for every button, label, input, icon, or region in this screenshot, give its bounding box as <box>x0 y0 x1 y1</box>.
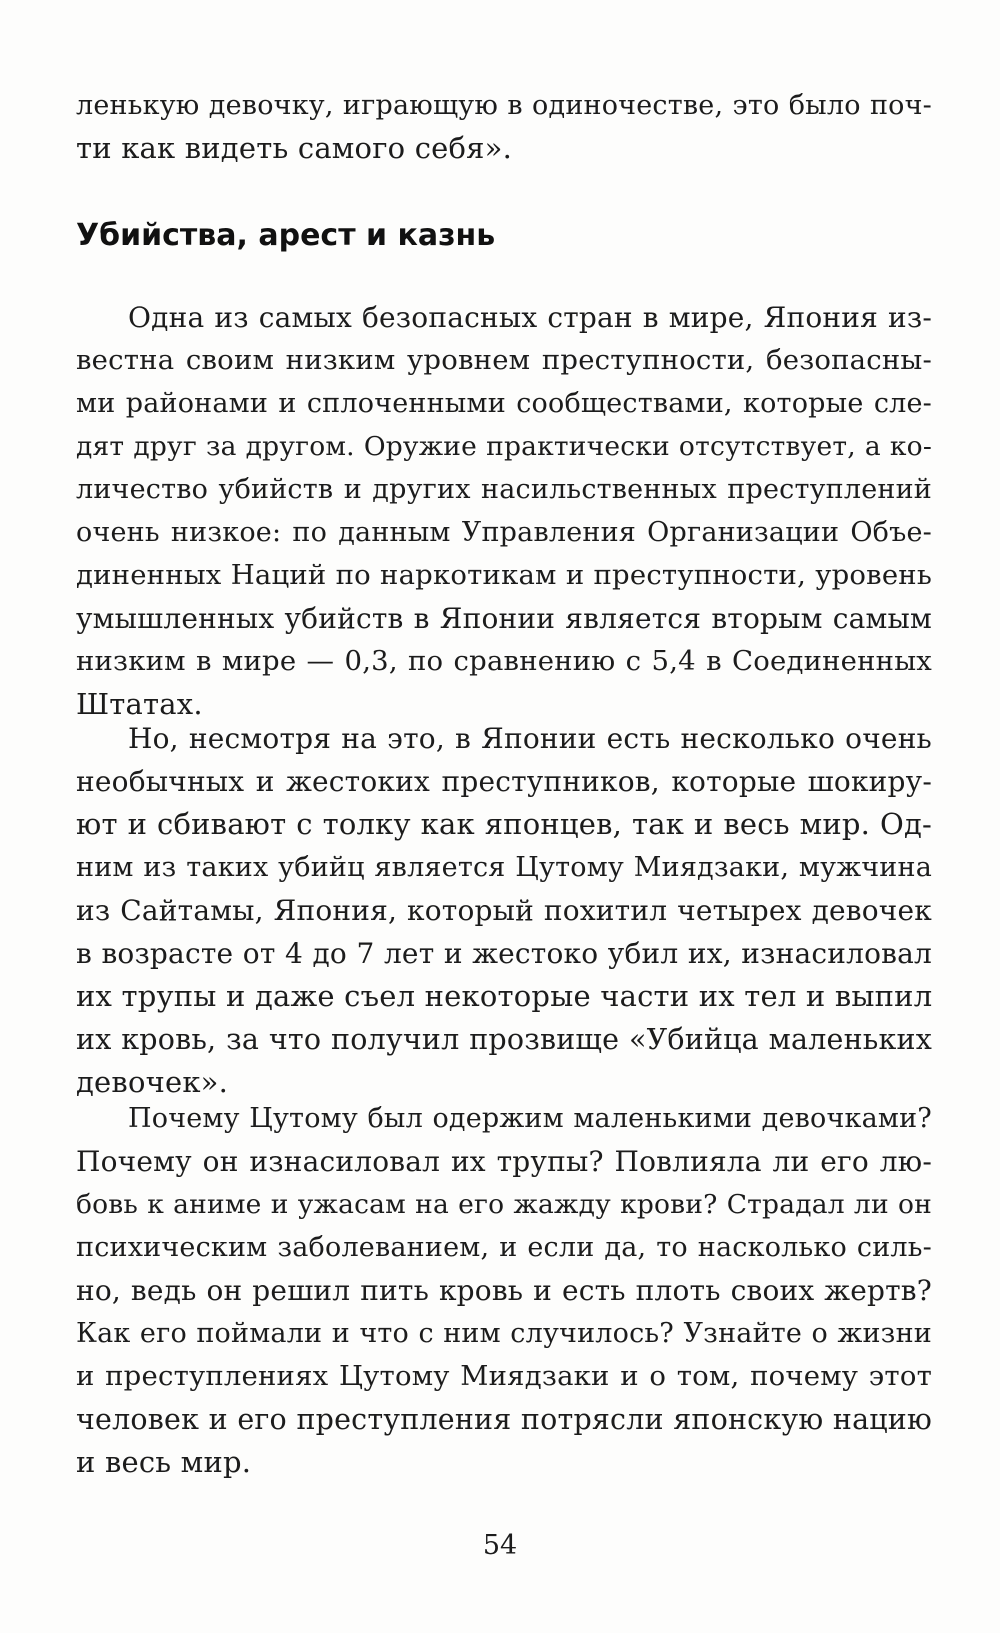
text-line: диненных Наций по наркотикам и преступности, уровень <box>76 559 932 591</box>
text-line: человек и его преступления потрясли японскую нацию <box>76 1403 932 1436</box>
text-line: Но, несмотря на это, в Японии есть несколько очень <box>128 722 932 755</box>
text-line: ти как видеть самого себя». <box>76 131 513 165</box>
text-line: и преступлениях Цутому Миядзаки и о том, почему этот <box>76 1360 932 1392</box>
text-line: умышленных убийств в Японии является вторым самым <box>76 602 932 635</box>
text-line: вестна своим низким уровнем преступности, безопасны- <box>76 344 932 376</box>
intro-paragraph-continuation <box>76 84 932 170</box>
text-line: Штатах. <box>76 687 203 721</box>
text-line: дят друг за другом. Оружие практически отсутствует, а ко- <box>76 431 932 462</box>
paragraph-2 <box>76 717 932 1104</box>
page-number: 54 <box>482 1530 518 1561</box>
text-line: ленькую девочку, играющую в одиночестве, это было поч- <box>76 90 932 121</box>
text-line: из Сайтамы, Япония, который похитил четырех девочек <box>76 894 932 927</box>
text-line: ми районами и сплоченными сообществами, которые сле- <box>76 388 932 419</box>
text-line: Почему он изнасиловал их трупы? Повлияла ли его лю- <box>76 1145 932 1178</box>
text-line: их трупы и даже съел некоторые части их тел и выпил <box>76 979 933 1013</box>
text-line: личество убийств и других насильственных преступлений <box>76 474 932 505</box>
text-line: и весь мир. <box>76 1445 252 1479</box>
text-line: девочек». <box>76 1065 229 1099</box>
text-line: Почему Цутому был одержим маленькими девочками? <box>128 1103 932 1134</box>
paragraph-3 <box>76 1097 932 1484</box>
text-line: Как его поймали и что с ним случилось? Узнайте о жизни <box>76 1318 932 1349</box>
section-heading: Убийства, арест и казнь <box>76 218 496 253</box>
text-line: ним из таких убийц является Цутому Миядзаки, мужчина <box>76 852 932 883</box>
text-line: ют и сбивают с толку как японцев, так и весь мир. Од- <box>76 807 932 841</box>
text-line: но, ведь он решил пить кровь и есть плоть своих жертв? <box>76 1274 932 1307</box>
text-line: низким в мире — 0,3, по сравнению с 5,4 в Соединенных <box>76 645 932 677</box>
paragraph-1 <box>76 296 932 726</box>
text-line: необычных и жестоких преступников, которые шокиру- <box>76 765 932 798</box>
text-line: очень низкое: по данным Управления Организации Объе- <box>76 517 932 548</box>
text-line: бовь к аниме и ужасам на его жажду крови? Страдал ли он <box>76 1189 932 1220</box>
text-line: их кровь, за что получил прозвище «Убийца маленьких <box>76 1023 932 1056</box>
text-line: Одна из самых безопасных стран в мире, Япония из- <box>128 301 932 334</box>
text-line: психическим заболеванием, и если да, то насколько силь- <box>76 1232 932 1263</box>
text-line: в возрасте от 4 до 7 лет и жестоко убил их, изнасиловал <box>76 937 932 970</box>
